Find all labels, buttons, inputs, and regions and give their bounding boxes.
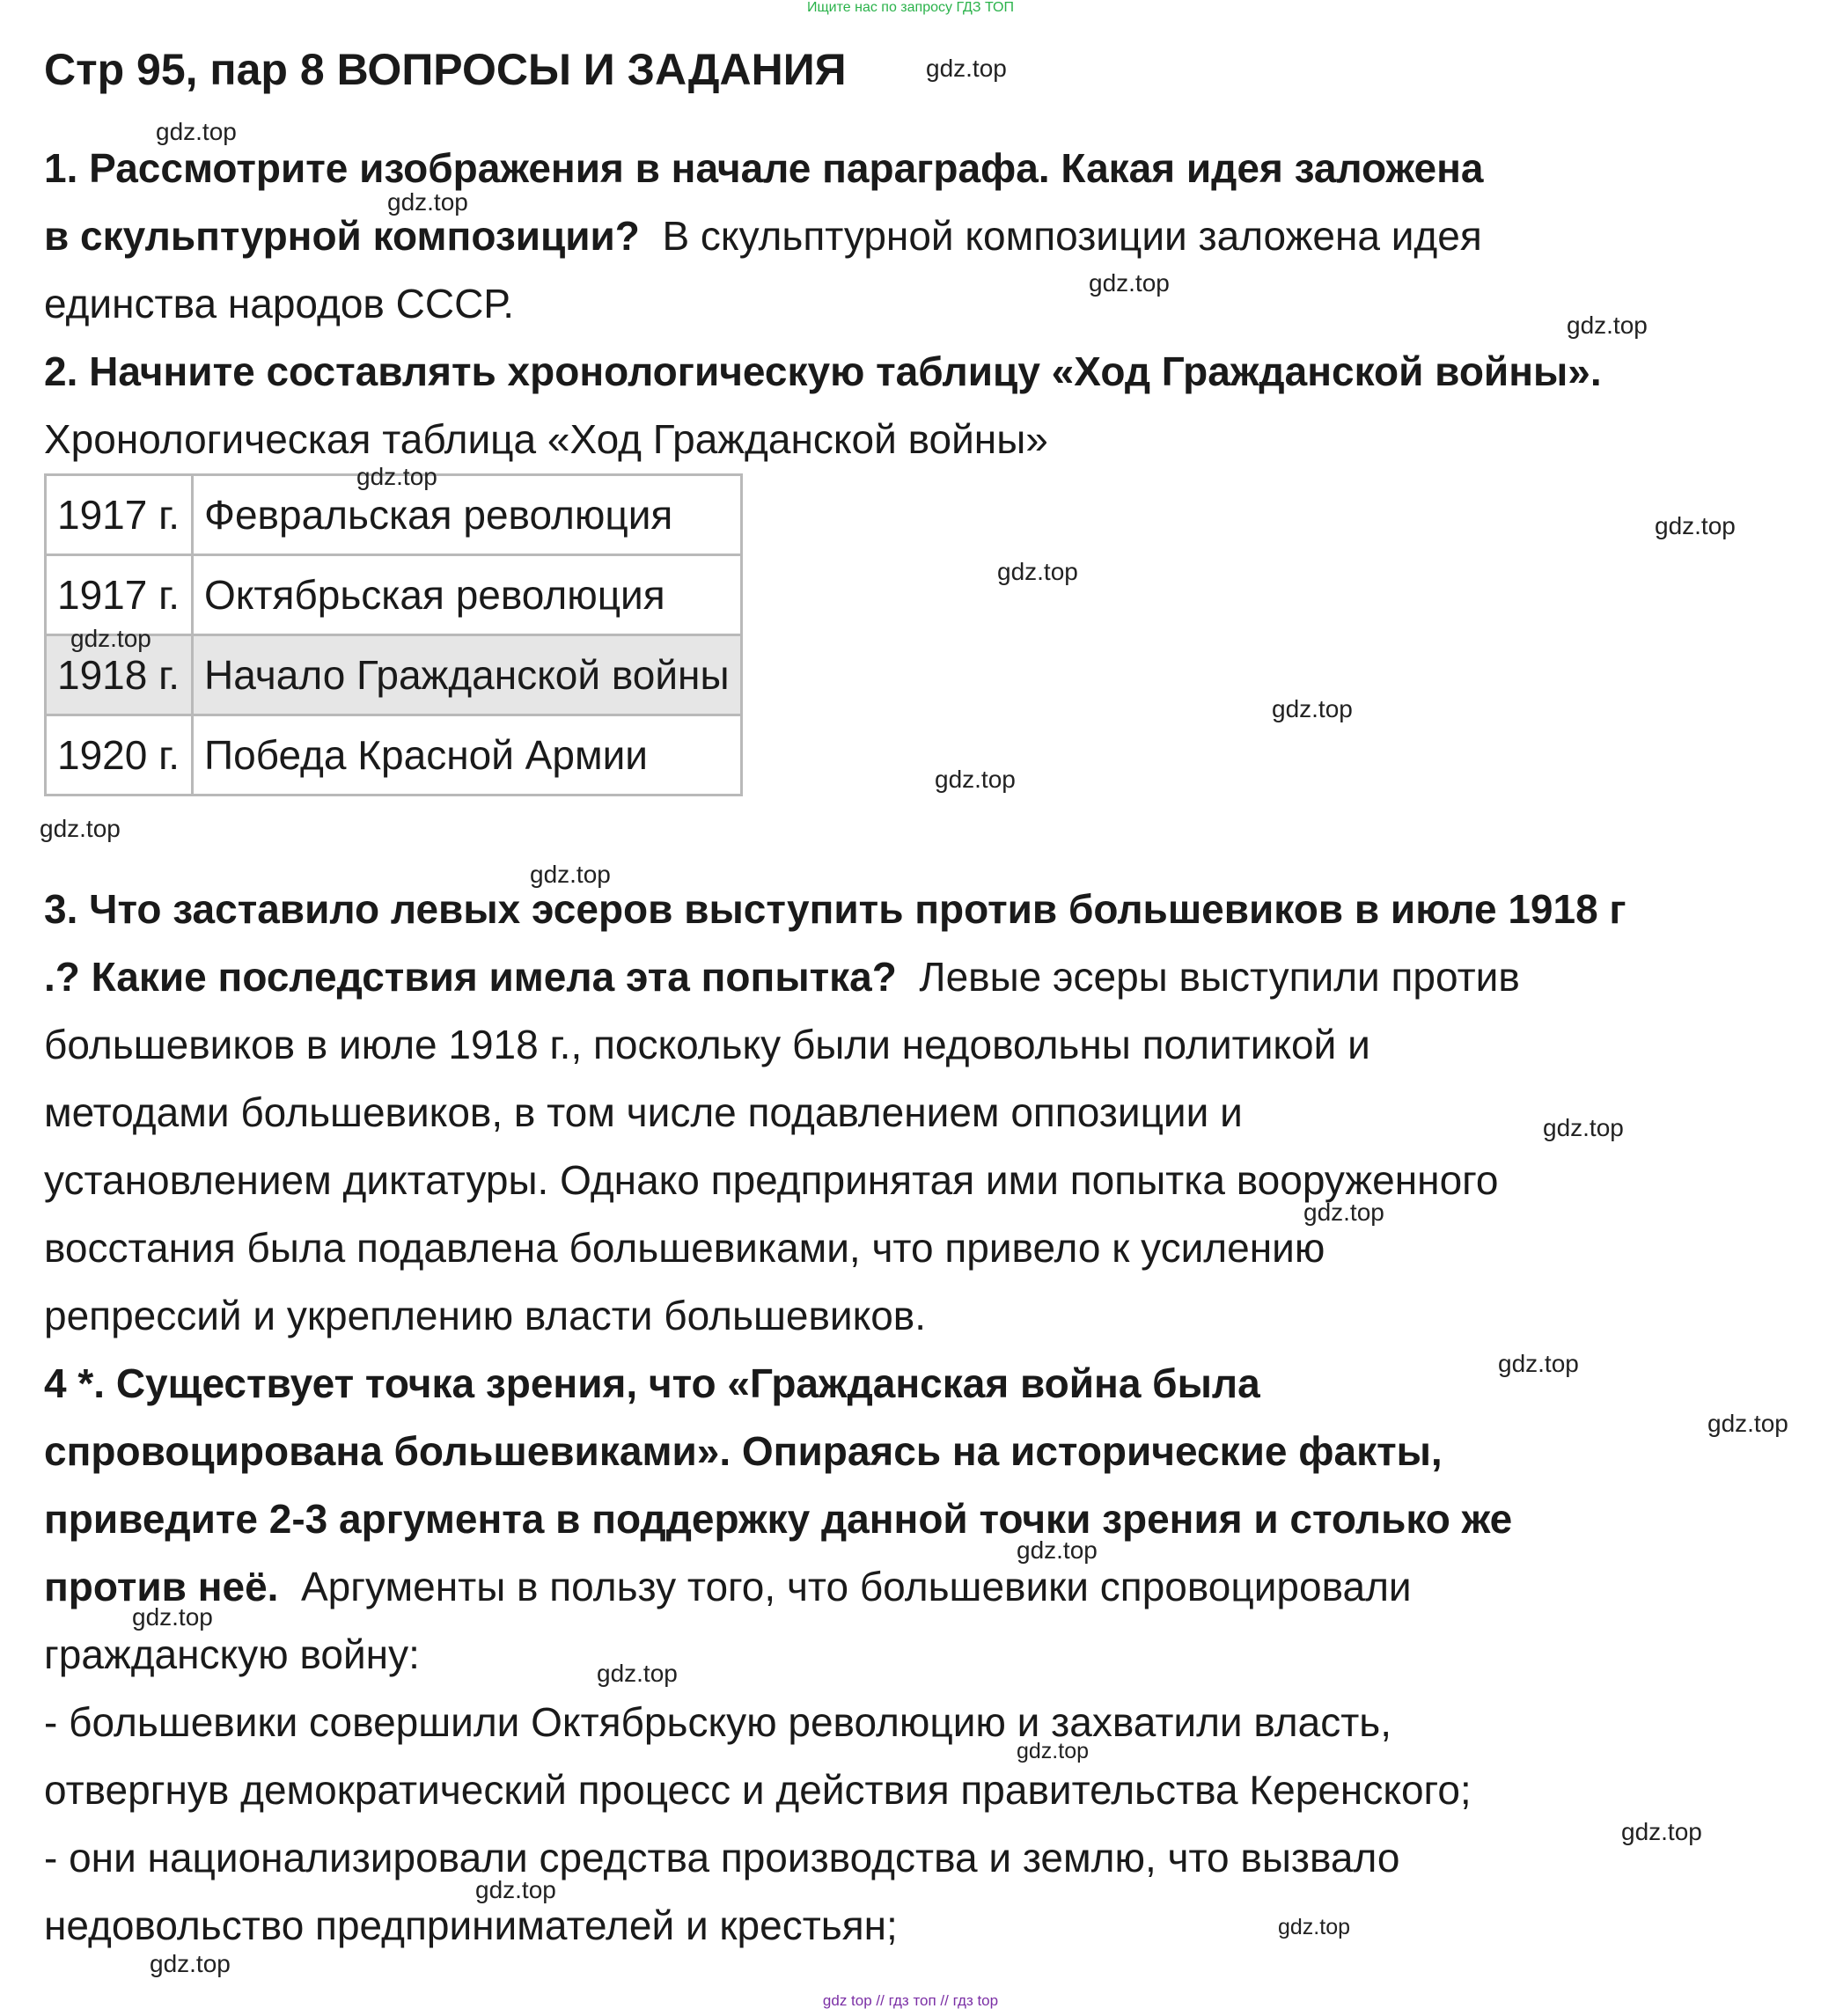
watermark: gdz.top xyxy=(1498,1350,1579,1377)
watermark: gdz.top xyxy=(1655,512,1736,539)
table-cell-event: Октябрьская революция xyxy=(193,555,742,635)
watermark: gdz.top xyxy=(1707,1410,1788,1437)
watermark: gdz.top xyxy=(156,118,237,145)
watermark: gdz.top xyxy=(70,625,151,652)
table-row xyxy=(46,715,742,795)
watermark: gdz.top xyxy=(132,1603,213,1631)
q1-answer-line3: единства народов СССР. xyxy=(44,281,515,326)
watermark: gdz.top xyxy=(935,766,1016,793)
q2-question: 2. Начните составлять хронологическую таблицу «Ход Гражданской войны». xyxy=(44,348,1602,394)
watermark: gdz.top xyxy=(40,815,121,842)
q4-question-line: спровоцирована большевиками». Опираясь на исторические факты, xyxy=(44,1428,1443,1474)
q4-question-line: 4 *. Существует точка зрения, что «Гражданская война была xyxy=(44,1360,1260,1406)
q3-question-line2: .? Какие последствия имела эта попытка? xyxy=(44,954,897,1000)
watermark: gdz.top xyxy=(997,558,1078,585)
watermark: gdz.top xyxy=(475,1876,556,1903)
watermark: gdz.top xyxy=(597,1660,678,1687)
watermark: gdz.top xyxy=(1089,269,1170,297)
q1-question-line2: в скульптурной композиции? xyxy=(44,213,640,259)
table-cell-event: Февральская революция xyxy=(193,475,742,555)
q4-answer-line: - большевики совершили Октябрьскую революцию и захватили власть, xyxy=(44,1699,1392,1745)
q1-line2 xyxy=(44,202,1482,270)
q4-answer-line: гражданскую войну: xyxy=(44,1631,420,1677)
table-caption: Хронологическая таблица «Ход Гражданской войны» xyxy=(44,416,1048,462)
q3-answer-line: восстания была подавлена большевиками, что привело к усилению xyxy=(44,1225,1325,1271)
q4-answer-line: - они национализировали средства производства и землю, что вызвало xyxy=(44,1835,1400,1880)
q3-answer-line: установлением диктатуры. Однако предпринятая ими попытка вооруженного xyxy=(44,1157,1499,1203)
q3-answer-line: методами большевиков, в том числе подавлением оппозиции и xyxy=(44,1089,1243,1135)
q3-answer-line: репрессий и укреплению власти большевиков. xyxy=(44,1293,927,1338)
q1-answer-line2: В скульптурной композиции заложена идея xyxy=(662,213,1482,259)
q4-question-line: приведите 2-3 аргумента в поддержку данной точки зрения и столько же xyxy=(44,1496,1513,1542)
q3-question-line1: 3. Что заставило левых эсеров выступить против большевиков в июле 1918 г xyxy=(44,886,1626,932)
watermark: gdz.top xyxy=(926,55,1007,82)
q4-question-last: против неё. xyxy=(44,1564,279,1609)
table-cell-year: 1918 г. xyxy=(46,635,193,715)
table-cell-event: Начало Гражданской войны xyxy=(193,635,742,715)
q4-answer-line: отвергнув демократический процесс и действия правительства Керенского; xyxy=(44,1767,1472,1813)
q3-line2 xyxy=(44,943,1520,1011)
watermark: gdz.top xyxy=(1017,1739,1090,1763)
watermark: gdz.top xyxy=(1567,312,1648,339)
table-row xyxy=(46,555,742,635)
footer-note: gdz top // гдз топ // гдз top xyxy=(822,1992,999,2009)
watermark: gdz.top xyxy=(1272,695,1353,722)
watermark: gdz.top xyxy=(150,1950,231,1977)
watermark: gdz.top xyxy=(387,188,468,216)
watermark: gdz.top xyxy=(1017,1536,1098,1564)
watermark: gdz.top xyxy=(530,861,611,888)
table-cell-year: 1917 г. xyxy=(46,475,193,555)
watermark: gdz.top xyxy=(356,463,437,490)
q4-answer-line: недовольство предпринимателей и крестьян; xyxy=(44,1902,898,1948)
q4-line4 xyxy=(44,1553,1412,1621)
watermark: gdz.top xyxy=(1621,1818,1702,1845)
page-title: Стр 95, пар 8 ВОПРОСЫ И ЗАДАНИЯ xyxy=(44,45,847,94)
q1-question-line1: 1. Рассмотрите изображения в начале параграфа. Какая идея заложена xyxy=(44,145,1484,191)
table-cell-year: 1920 г. xyxy=(46,715,193,795)
q3-answer-line: большевиков в июле 1918 г., поскольку были недовольны политикой и xyxy=(44,1022,1370,1067)
table-cell-event: Победа Красной Армии xyxy=(193,715,742,795)
watermark: gdz.top xyxy=(1543,1114,1624,1141)
top-search-note: Ищите нас по запросу ГДЗ ТОП xyxy=(807,0,1014,15)
q4-answer-first: Аргументы в пользу того, что большевики спровоцировали xyxy=(301,1564,1412,1609)
table-cell-year: 1917 г. xyxy=(46,555,193,635)
watermark: gdz.top xyxy=(1278,1915,1351,1939)
q3-answer-line2: Левые эсеры выступили против xyxy=(919,954,1520,1000)
watermark: gdz.top xyxy=(1303,1199,1384,1226)
